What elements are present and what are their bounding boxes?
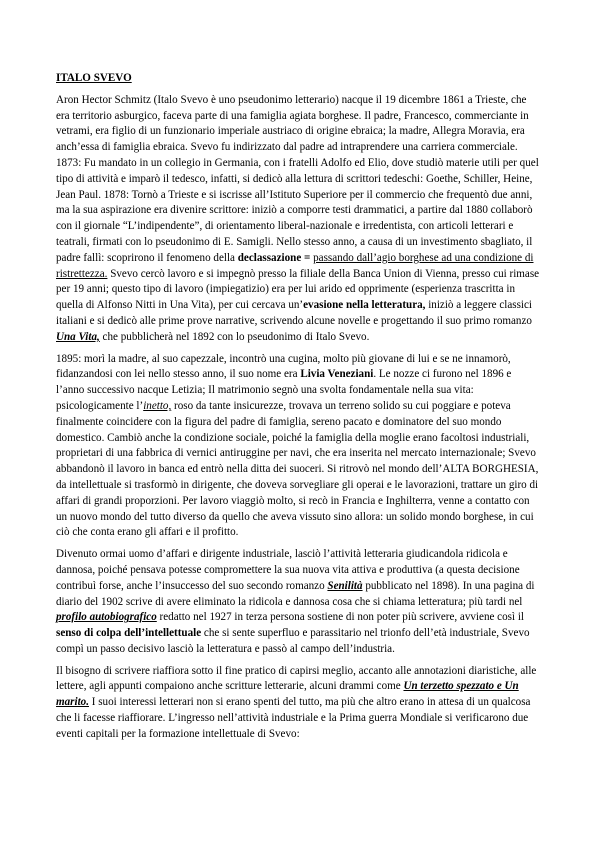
bold-term-evasione: evasione nella letteratura,	[303, 299, 426, 312]
underlined-definition: passando dall’agio borghese ad una condizione di ristrettezza.	[56, 251, 534, 280]
text-segment: Aron Hector Schmitz (Italo Svevo è uno pseudonimo letterario) nacque il 19 dicembre 1861 a Trieste, che era territorio asburgico, faceva parte di una famiglia agiata borghese. Il padre, Francesco, commerciante in vetrami, era figlio di un funzionario imperiale austriaco di origine ebraica; la madre, Allegra Moravia, era anch’essa di famiglia ebraica. Svevo fu indirizzato dal padre ad intraprendere una carriera commerciale. 1873: Fu mandato in un collegio in Germania, con i fratelli Adolfo ed Elio, dove studiò materie utili per quel tipo di attività e imparò il tedesco, infatti, si dedicò alla lettura di scrittori tedeschi: Goethe, Schiller, Heine, Jean Paul. 1878: Tornò a Trieste e si iscrisse all’Istituto Superiore per il commercio che frequentò due anni, ma la sua aspirazione era divenire scrittore: iniziò a comporre testi drammatici, a partire dal 1880 collaborò con il giornale “L’indipendente”, di orientamento liberal-nazionale e irredentista, con articoli letterari e teatrali, firmati con lo pseudonimo di E. Samigli. Nello stesso anno, a causa di un investimento sbagliato, il padre fallì: scoprirono il fenomeno della	[56, 93, 539, 264]
text-segment: 1895: morì la madre, al suo capezzale, incontrò una cugina, molto più giovane di lui e se ne innamorò, fidanzandosi con lei nello stesso anno, il suo nome era	[56, 352, 511, 381]
text-segment: roso da tante insicurezze, trovava un terreno solido su cui poggiare e poteva finalmente coincidere con la figura del padre di famiglia, sereno pacato e dominatore del suo mondo domestico. Cambiò anche la condizione sociale, poiché la famiglia della moglie erano facoltosi industriali, proprietari di una fabbrica di vernici antiruggine per navi, che era inserita nel mercato internazionale; Svevo abbandonò il lavoro in banca ed entrò nella ditta dei suoceri. Si ritrovò nel mondo dell’ALTA BORGHESIA, da intellettuale si trasformò in dirigente, che doveva sorvegliare gli operai e le lavorazioni, trattare un giro di affari di grandi proporzioni. Per lavoro viaggiò molto, si recò in Francia e Inghilterra, venne a contatto con un nuovo mondo del tutto diverso da quello che aveva vissuto sino allora: un solido mondo borghese, in cui ciò che conta erano gli affari e il profitto.	[56, 399, 539, 539]
bold-term-declassazione: declassazione =	[237, 251, 311, 264]
work-title-profilo: profilo autobiografico	[56, 611, 157, 624]
text-segment: che si sente superfluo e parassitario nel trionfo dell’età industriale, Svevo compì un passo decisivo lasciò la letteratura e passò al campo dell’industria.	[56, 627, 530, 655]
page-title: ITALO SVEVO	[56, 72, 132, 84]
text-segment: . Le nozze ci furono nel 1896 e l’anno successivo nacque Letizia; Il matrimonio segnò una svolta fondamentale nella sua vita: psicologicamente l’	[56, 368, 512, 412]
work-title-drammi: Un terzetto spezzato e Un marito.	[56, 680, 519, 709]
text-segment: pubblicato nel 1898). In una pagina di diario del 1902 scrive di avere eliminato la ridicola e dannosa cosa che si chiama letteratura; più tardi nel	[56, 579, 535, 608]
bold-term-senso-di-colpa: senso di colpa dell’intellettuale	[56, 627, 202, 640]
text-segment: iniziò a leggere classici italiani e si dedicò alle prime prove narrative, scrivendo alcune novelle e progettando il suo primo romanzo	[56, 299, 533, 327]
text-segment: che pubblicherà nel 1892 con lo pseudonimo di Italo Svevo.	[99, 330, 370, 343]
text-segment: Svevo cercò lavoro e si impegnò presso la filiale della Banca Union di Vienna, presso cui rimase per 19 anni; questo tipo di lavoro (impiegatizio) era per lui arido ed opprimente (esperienza trascritta in quella di Alfonso Nitti in Una Vita), per cui cercava un’	[56, 267, 540, 312]
bold-name-livia: Livia Veneziani	[300, 368, 374, 381]
text-segment: Il bisogno di scrivere riaffiora sotto il fine pratico di capirsi meglio, accanto alle annotazioni diaristiche, alle lettere, agli appunti compaiono anche scritture letterarie, alcuni drammi come	[56, 664, 537, 693]
paragraph-biography	[56, 93, 540, 346]
paragraph-return-to-writing	[56, 664, 540, 743]
text-segment: I suoi interessi letterari non si erano spenti del tutto, ma più che altro erano in attesa di un qualcosa che li facesse riaffiorare. L’ingresso nell’attività industriale e la Prima guerra Mondiale si verificarono due eventi capitali per la formazione intellettuale di Svevo:	[56, 696, 531, 740]
novel-title-una-vita: Una Vita,	[56, 330, 100, 343]
term-inetto: inetto,	[143, 399, 172, 412]
paragraph-marriage	[56, 352, 540, 542]
novel-title-senilita: Senilità	[327, 579, 363, 592]
text-segment: redatto nel 1927 in terza persona sostiene di non poter più scrivere, avviene così il	[156, 611, 524, 624]
text-segment: Divenuto ormai uomo d’affari e dirigente industriale, lasciò l’attività letteraria giudicandola ridicola e dannosa, poiché pensava potesse compromettere la sua nuova vita attiva e produttiva (a questa decisione contribuì forse, anche l’insuccesso del suo secondo romanzo	[56, 548, 520, 592]
paragraph-industry	[56, 547, 540, 658]
